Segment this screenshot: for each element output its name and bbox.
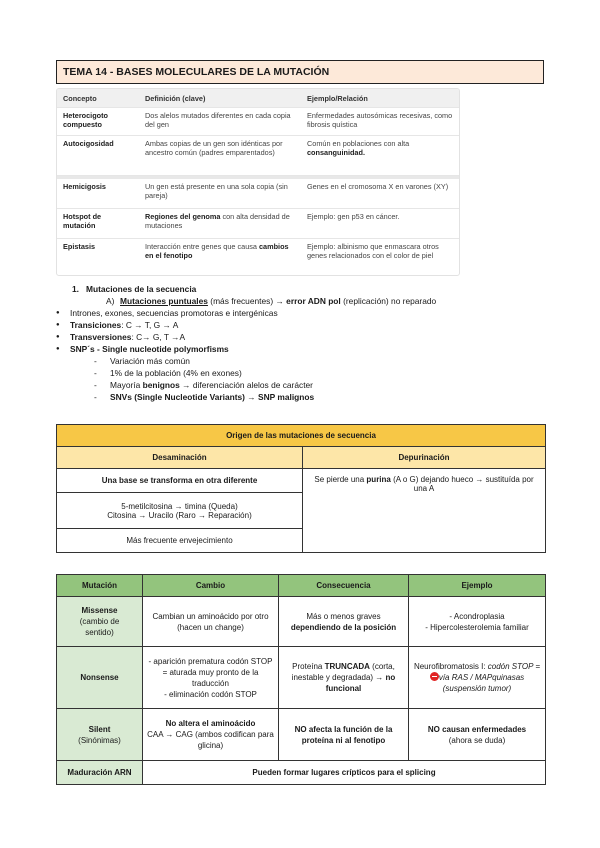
origin-cell: Una base se transforma en otra diferente [57,469,303,493]
concept-row [57,209,459,239]
list-item [56,331,556,343]
concept-example: Ejemplo: gen p53 en cáncer. [307,212,400,221]
origin-text: Citosina → Uracilo (Raro → Reparación) [107,510,252,520]
mutation-name-sub: (cambio de [79,617,120,626]
concept-definition: Un gen está presente en una sola copia (sin pareja) [145,182,288,200]
concept-row [57,136,459,176]
concept-row [57,179,459,209]
example-italic: codón STOP = [487,662,541,671]
table-row [57,761,546,785]
table-row [57,647,546,709]
concept-header-3: Ejemplo/Relación [307,93,368,103]
list-item-text: : C → T, G → A [121,320,179,330]
outline-letter: A) [106,296,115,306]
origin-cell: Más frecuente envejecimiento [57,529,303,553]
concept-example: Común en poblaciones con alta [307,139,410,148]
mutation-consequence: NO afecta la función de la proteína ni al fenotipo [279,709,409,761]
concept-definition: con alta densidad de mutaciones [145,212,290,230]
list-item: ● Intrones, exones, secuencias promotoras e intergénicas [56,307,556,319]
mutation-example [409,647,546,709]
concept-term: Hotspot de [63,212,102,221]
concept-example: Ejemplo: albinismo que enmascara otros genes relacionados con el color de piel [307,242,439,260]
origin-cell [57,493,303,529]
concept-definition: Interacción entre genes que causa [145,242,259,251]
sub-item [56,379,556,391]
origin-depurinacion-cell [303,469,546,553]
table-row [57,709,546,761]
consequence-bold: dependiendo de la posición [290,622,397,632]
concept-example: Enfermedades autosómicas recesivas, como fibrosis quística [307,111,453,129]
outline-subheading-label: Mutaciones puntuales [120,296,208,306]
outline-subheading [56,295,556,307]
mutation-consequence [279,647,409,709]
origin-text: (A o G) dejando hueco → sustituída por una A [390,475,534,493]
consequence-bold: no funcional [325,673,396,693]
mutation-change: Cambian un aminoácido por otro (hacen un change) [143,597,279,647]
mutation-table [56,574,546,785]
origin-text: 5-metilcitosina → timina (Queda) [121,501,238,511]
mutation-name-sub: (Sinónimas) [78,735,121,745]
origin-col-depurinacion: Depurinación [303,447,546,469]
concept-definition: Ambas copias de un gen son idénticas por ancestro común (padres emparentados) [145,139,283,157]
consequence-text: Más o menos graves [306,611,381,621]
mutation-example [409,709,546,761]
concept-header-1: Concepto [63,93,97,103]
sub-item-text: → diferenciación alelos de carácter [179,380,313,390]
outline-text: (replicación) no reparado [340,296,437,306]
concept-term: Heterocigoto [63,111,108,120]
concept-definition-bold: cambios en el fenotipo [145,242,289,260]
example-text: - Acondroplasia [449,611,505,621]
concept-term: Epistasis [63,242,96,251]
mutation-name [57,597,143,647]
concept-term-2: mutación [63,221,96,230]
mutation-name-sub: sentido) [85,628,114,637]
consequence-text: (corta, inestable y degradada) → [291,662,395,682]
outline-heading [56,283,556,295]
mutation-header: Cambio [143,575,279,597]
mutation-name: Nonsense [57,647,143,709]
concept-table-image [56,88,460,276]
concept-example: Genes en el cromosoma X en varones (XY) [307,182,449,191]
concept-header-row [57,89,459,108]
mutation-consequence [279,597,409,647]
mutation-name [57,709,143,761]
example-text: Neurofibromatosis I: [413,662,488,671]
origin-text: Se pierde una [314,475,367,484]
outline-number: 1. [72,284,79,294]
outline-text: (más frecuentes) → [207,296,287,306]
mutation-header: Ejemplo [409,575,546,597]
change-bold: No altera el aminoácido [165,719,256,728]
mutation-name-text: Missense [81,606,118,615]
example-bold: NO causan enfermedades [427,724,527,734]
concept-row [57,108,459,136]
origin-bold: purina [366,475,391,484]
outline-heading-text: Mutaciones de la secuencia [86,284,197,294]
list-item [56,319,556,331]
outline-bold: error ADN pol [286,296,341,306]
sub-item-bold: benignos [142,380,180,390]
sub-item [56,391,556,403]
sub-item-text: Mayoría [110,380,143,390]
list-item-bold: SNP´s - Single nucleotide polymorfisms [70,344,229,354]
sub-item-bold: SNVs (Single Nucleotide Variants) → SNP malignos [110,392,315,402]
consequence-text: Proteína [292,662,325,671]
page-title: TEMA 14 - BASES MOLECULARES DE LA MUTACIÓN [56,60,544,84]
list-item-text: : C→ G, T →A [131,332,186,342]
concept-row [57,239,459,276]
no-entry-icon [430,672,439,681]
list-item-bold: Transversiones [70,332,132,342]
concept-example-bold: consanguinidad. [307,148,365,157]
mutation-example [409,597,546,647]
origin-title: Origen de las mutaciones de secuencia [57,425,546,447]
concept-term: Hemicigosis [63,182,106,191]
example-text: (ahora se duda) [448,735,506,745]
sub-item: - Variación más común [56,355,556,367]
example-italic: vía RAS / MAPquinasas (suspensión tumor) [438,673,525,693]
list-item [56,343,556,355]
concept-header-2: Definición (clave) [145,93,206,103]
origin-col-desaminacion: Desaminación [57,447,303,469]
example-text: - Hipercolesterolemia familiar [425,622,529,632]
change-text: - aparición prematura codón STOP = aturada muy pronto de la traducción [148,656,273,688]
mutation-header: Consecuencia [279,575,409,597]
concept-term: Autocigosidad [63,139,114,148]
mutation-name: Maduración ARN [57,761,143,785]
concept-definition-bold: Regiones del genoma [145,212,221,221]
table-row [57,597,546,647]
mutation-name-text: Silent [88,724,111,734]
consequence-bold: TRUNCADA [324,662,370,671]
concept-term-2: compuesto [63,120,102,129]
mutation-change [143,709,279,761]
concept-definition: Dos alelos mutados diferentes en cada copia del gen [145,111,291,129]
mutation-header: Mutación [57,575,143,597]
change-text: - eliminación codón STOP [164,689,257,699]
sub-item: - 1% de la población (4% en exones) [56,367,556,379]
origin-table [56,424,546,553]
outline-list [56,283,556,403]
change-text: CAA → CAG (ambos codifican para glicina) [147,730,274,750]
list-item-bold: Transiciones [70,320,122,330]
mutation-description: Pueden formar lugares crípticos para el splicing [143,761,546,785]
mutation-change [143,647,279,709]
